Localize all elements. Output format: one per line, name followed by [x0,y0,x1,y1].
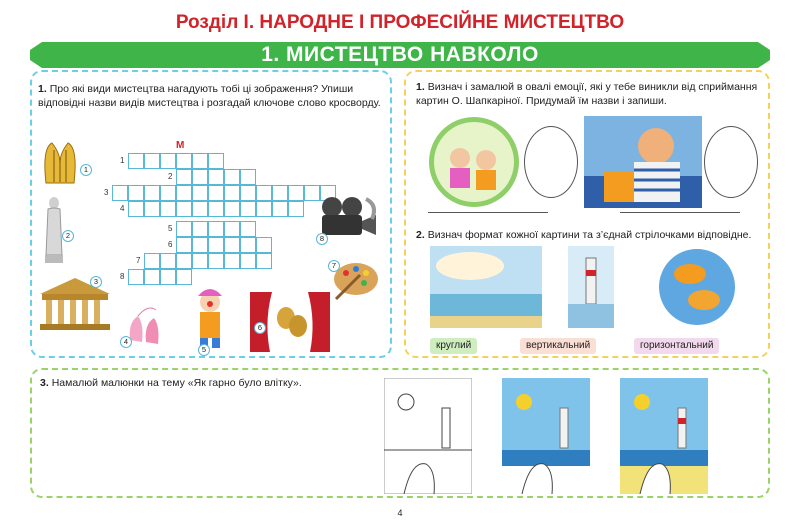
painting-sailors [584,116,702,208]
lyre-image [38,138,82,188]
task3-description: Намалюй малюнки на тему «Як гарно було влітку». [51,377,302,389]
crossword-cell[interactable] [272,185,288,201]
crossword-cell[interactable] [128,153,144,169]
image-number-badge: 3 [90,276,102,288]
answer-line-2[interactable] [620,212,740,213]
crossword-cell[interactable] [256,253,272,269]
clown-image [190,288,230,350]
crossword-cell[interactable] [224,237,240,253]
drawing-step-2-partial [502,378,590,494]
crossword-cell[interactable] [192,169,208,185]
round-painting-fish [658,248,736,326]
crossword-cell[interactable] [176,185,192,201]
crossword-cell[interactable] [176,201,192,217]
crossword-row-number: 7 [136,256,141,265]
drawing-step-1-outline [384,378,472,494]
page-number: 4 [397,508,403,518]
emotion-oval-1[interactable] [524,126,578,198]
crossword-cell[interactable] [192,237,208,253]
crossword-cell[interactable] [208,201,224,217]
drawing-step-3-final [620,378,708,494]
image-number-badge: 2 [62,230,74,242]
crossword-cell[interactable] [160,185,176,201]
crossword-cell[interactable] [256,185,272,201]
section-title: Розділ І. НАРОДНЕ І ПРОФЕСІЙНЕ МИСТЕЦТВО [175,12,625,33]
crossword-row-number: 3 [104,188,109,197]
format-label[interactable]: вертикальний [520,338,596,354]
crossword-cell[interactable] [208,185,224,201]
crossword-cell[interactable] [160,253,176,269]
crossword-cell[interactable] [208,169,224,185]
format-label[interactable]: горизонтальний [634,338,719,354]
crossword-cell[interactable] [272,201,288,217]
task1-number: 1. [38,83,47,95]
lesson-title: 1. МИСТЕЦТВО НАВКОЛО [261,43,539,66]
crossword-key-letter: М [176,140,185,151]
crossword-cell[interactable] [240,253,256,269]
task1-text [38,82,384,110]
horizontal-painting [430,246,542,328]
round-painting-children [428,116,520,208]
crossword-cell[interactable] [240,237,256,253]
crossword-cell[interactable] [128,201,144,217]
crossword-cell[interactable] [224,253,240,269]
emotion-oval-2[interactable] [704,126,758,198]
image-number-badge: 4 [120,336,132,348]
task-r1-text [416,80,762,108]
crossword-cell[interactable] [208,221,224,237]
crossword-row-number: 5 [168,224,173,233]
crossword-cell[interactable] [144,253,160,269]
image-number-badge: 8 [316,233,328,245]
crossword-cell[interactable] [224,221,240,237]
crossword-cell[interactable] [144,185,160,201]
crossword-cell[interactable] [288,201,304,217]
crossword-cell[interactable] [224,185,240,201]
crossword-cell[interactable] [192,221,208,237]
task-r1-number: 1. [416,81,425,93]
crossword-cell[interactable] [160,201,176,217]
task-r2-number: 2. [416,229,425,241]
crossword-cell[interactable] [192,253,208,269]
crossword-cell[interactable] [192,201,208,217]
image-number-badge: 5 [198,344,210,356]
crossword-row-number: 8 [120,272,125,281]
task-r2-text [416,228,762,242]
crossword-cell[interactable] [176,269,192,285]
crossword-cell[interactable] [160,153,176,169]
crossword-cell[interactable] [240,201,256,217]
crossword-cell[interactable] [240,221,256,237]
crossword-row-number: 6 [168,240,173,249]
crossword-cell[interactable] [144,153,160,169]
crossword-cell[interactable] [208,237,224,253]
task1-description: Про які види мистецтва нагадують тобі ці зображення? Упиши відповідні назви видів мистецтва і розгадай ключове слово кросворду. [38,83,381,109]
crossword-cell[interactable] [128,269,144,285]
crossword-cell[interactable] [176,169,192,185]
crossword-cell[interactable] [240,185,256,201]
crossword-cell[interactable] [112,185,128,201]
crossword-cell[interactable] [176,221,192,237]
task-r1-description: Визнач і замалюй в овалі емоції, які у тебе виникли від сприймання картин О. Шапкаріної. Придумай їм назви і запиши. [416,81,758,107]
crossword-row-number: 2 [168,172,173,181]
crossword-cell[interactable] [256,201,272,217]
task-r2-description: Визнач формат кожної картини та з’єднай стрілочками відповідне. [427,229,752,241]
image-number-badge: 1 [80,164,92,176]
vertical-painting [568,246,614,328]
crossword-cell[interactable] [144,269,160,285]
answer-line-1[interactable] [428,212,548,213]
crossword-cell[interactable] [176,253,192,269]
crossword-cell[interactable] [208,153,224,169]
crossword-cell[interactable] [240,169,256,185]
image-number-badge: 6 [254,322,266,334]
crossword-cell[interactable] [208,253,224,269]
crossword-cell[interactable] [224,201,240,217]
crossword-cell[interactable] [160,269,176,285]
crossword-cell[interactable] [144,201,160,217]
crossword-row-number: 4 [120,204,125,213]
format-label[interactable]: круглий [430,338,477,354]
crossword-row-number: 1 [120,156,125,165]
task3-text [40,376,400,390]
image-number-badge: 7 [328,260,340,272]
crossword-cell[interactable] [128,185,144,201]
task3-number: 3. [40,377,49,389]
crossword-cell[interactable] [256,237,272,253]
crossword-cell[interactable] [192,185,208,201]
crossword-cell[interactable] [176,153,192,169]
crossword-cell[interactable] [288,185,304,201]
crossword-cell[interactable] [224,169,240,185]
crossword-cell[interactable] [176,237,192,253]
crossword-cell[interactable] [192,153,208,169]
